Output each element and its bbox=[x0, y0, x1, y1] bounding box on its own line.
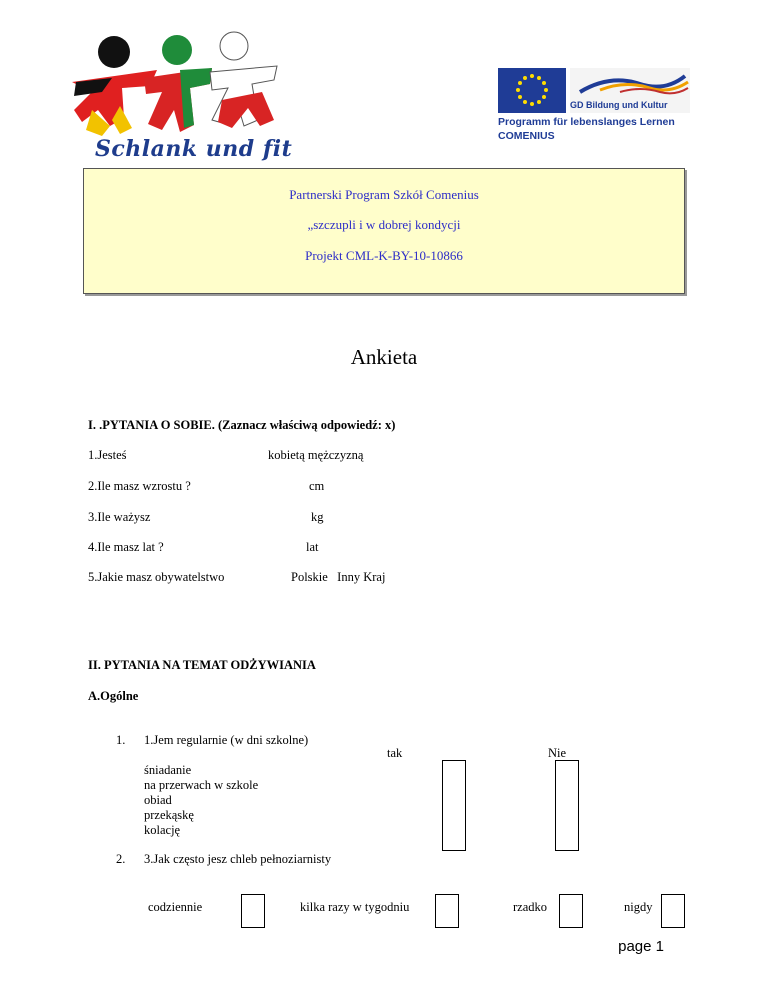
section-1-heading: I. .PYTANIA O SOBIE. (Zaznacz właściwą odpowiedź: x) bbox=[88, 418, 396, 432]
program-name: Partnerski Program Szkół Comenius bbox=[289, 187, 479, 202]
meal-item: kolację bbox=[144, 823, 181, 837]
question-1-text: 1.Jem regularnie (w dni szkolne) bbox=[144, 733, 309, 747]
answer-height-unit: cm bbox=[309, 479, 325, 493]
eu-flag-icon bbox=[498, 68, 566, 113]
eu-comenius-label: COMENIUS bbox=[498, 130, 555, 142]
page-number: page 1 bbox=[618, 938, 664, 955]
question-1-number: 1. bbox=[116, 733, 126, 747]
eu-comenius-logo bbox=[498, 68, 692, 146]
page-title: Ankieta bbox=[350, 345, 418, 369]
option-weekly-checkbox[interactable] bbox=[435, 894, 459, 928]
question-2-number: 2. bbox=[116, 852, 126, 866]
option-never-checkbox[interactable] bbox=[661, 894, 685, 928]
section-2-heading: II. PYTANIA NA TEMAT ODŻYWIANIA bbox=[88, 658, 316, 672]
answer-age-unit: lat bbox=[306, 540, 319, 554]
yes-answer-box[interactable] bbox=[442, 760, 466, 851]
meal-item: obiad bbox=[144, 793, 172, 807]
section-2a-heading: A.Ogólne bbox=[88, 689, 139, 703]
meal-item: śniadanie bbox=[144, 763, 192, 777]
answer-weight-unit: kg bbox=[311, 510, 324, 524]
eu-dg-label: GD Bildung und Kultur bbox=[570, 100, 668, 110]
question-2-text: 3.Jak często jesz chleb pełnoziarnisty bbox=[144, 852, 332, 866]
question-height: 2.Ile masz wzrostu ? bbox=[88, 479, 191, 493]
answer-citizenship-options: Polskie Inny Kraj bbox=[291, 570, 386, 584]
question-weight: 3.Ile ważysz bbox=[88, 510, 151, 524]
question-age: 4.Ile masz lat ? bbox=[88, 540, 164, 554]
option-rarely-checkbox[interactable] bbox=[559, 894, 583, 928]
logo-wordmark: Schlank und fit bbox=[95, 136, 293, 162]
question-gender: 1.Jesteś bbox=[88, 448, 127, 462]
project-number: Projekt CML-K-BY-10-10866 bbox=[305, 248, 463, 263]
option-rarely-label: rzadko bbox=[513, 900, 548, 914]
option-daily-checkbox[interactable] bbox=[241, 894, 265, 928]
answer-gender-options: kobietą mężczyzną bbox=[268, 448, 364, 462]
question-citizenship: 5.Jakie masz obywatelstwo bbox=[88, 570, 225, 584]
project-motto: „szczupli i w dobrej kondycji bbox=[307, 217, 461, 232]
column-no-label: Nie bbox=[548, 746, 567, 760]
option-never-label: nigdy bbox=[624, 900, 653, 914]
meal-item: przekąskę bbox=[144, 808, 194, 822]
eu-programme-label: Programm für lebenslanges Lernen bbox=[498, 116, 675, 128]
option-weekly-label: kilka razy w tygodniu bbox=[300, 900, 410, 914]
project-info-box bbox=[83, 168, 685, 294]
meal-item: na przerwach w szkole bbox=[144, 778, 259, 792]
column-yes-label: tak bbox=[387, 746, 403, 760]
no-answer-box[interactable] bbox=[555, 760, 579, 851]
option-daily-label: codziennie bbox=[148, 900, 203, 914]
